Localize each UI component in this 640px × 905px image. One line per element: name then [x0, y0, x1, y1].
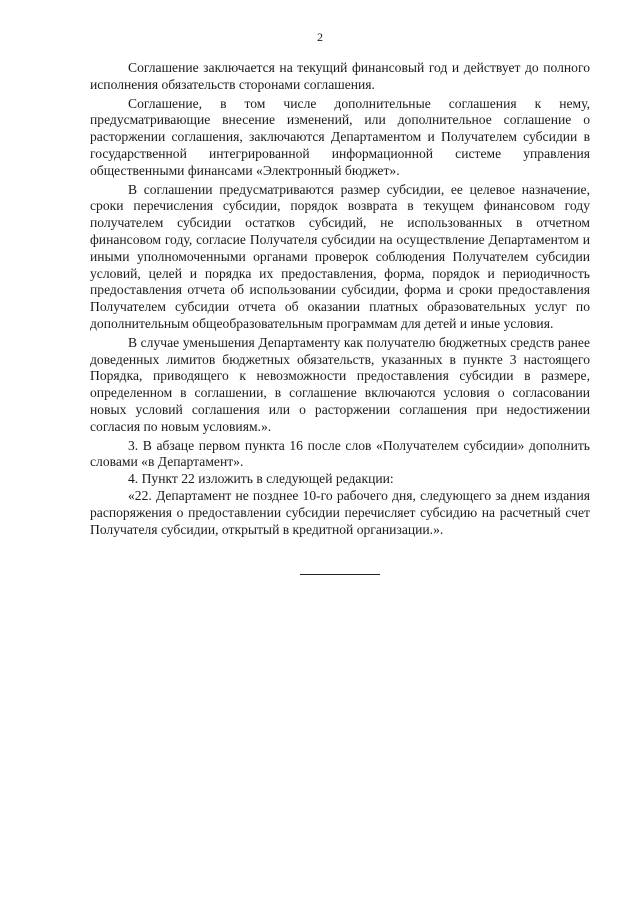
paragraph-clause-22: «22. Департамент не позднее 10-го рабочего дня, следующего за днем издания распоряжения о предоставлении субсидии перечисляет субсидию на расчетный счет Получателя субсидии, открытый в кредитной организации.».	[90, 487, 590, 537]
paragraph-amendment-4: 4. Пункт 22 изложить в следующей редакции:	[128, 471, 394, 487]
page-number: 2	[317, 30, 323, 44]
paragraph-amendment-3: 3. В абзаце первом пункта 16 после слов «Получателем субсидии» дополнить словами «в Департамент».	[90, 437, 590, 470]
document-body	[90, 60, 590, 540]
end-separator-line	[300, 574, 380, 575]
paragraph-agreement-term: Соглашение заключается на текущий финансовый год и действует до полного исполнения обязательств сторонами соглашения.	[90, 60, 590, 92]
paragraph-limits-reduction: В случае уменьшения Департаменту как получателю бюджетных средств ранее доведенных лимитов бюджетных обязательств, указанных в пункте 3 настоящего Порядка, приводящего к невозможности предоставления субсидии в размере, определенном в соглашении, в соглашение включаются условия о согласовании новых условий соглашения или о расторжении соглашения при недостижении согласия по новым условиям.».	[90, 334, 590, 434]
paragraph-agreement-contents: В соглашении предусматриваются размер субсидии, ее целевое назначение, сроки перечисления субсидии, порядок возврата в текущем финансовом году получателем субсидии остатков субсидий, не использованных в отчетном финансовом году, согласие Получателя субсидии на осуществление Департаментом и иными уполномоченными органами проверок соблюдения Получателем субсидии условий, целей и порядка их предоставления, форма, порядок и периодичность предоставления отчета об использовании субсидии, форма и сроки предоставления Получателем субсидии отчета об оказании платных образовательных услуг по дополнительным общеобразовательным программам для детей и иные условия.	[90, 181, 590, 331]
paragraph-agreement-conclusion: Соглашение, в том числе дополнительные соглашения к нему, предусматривающие внесение изменений, или дополнительное соглашение о расторжении соглашения, заключаются Департаментом и Получателем субсидии в государственной интегрированной информационной системе управления общественными финансами «Электронный бюджет».	[90, 95, 590, 178]
